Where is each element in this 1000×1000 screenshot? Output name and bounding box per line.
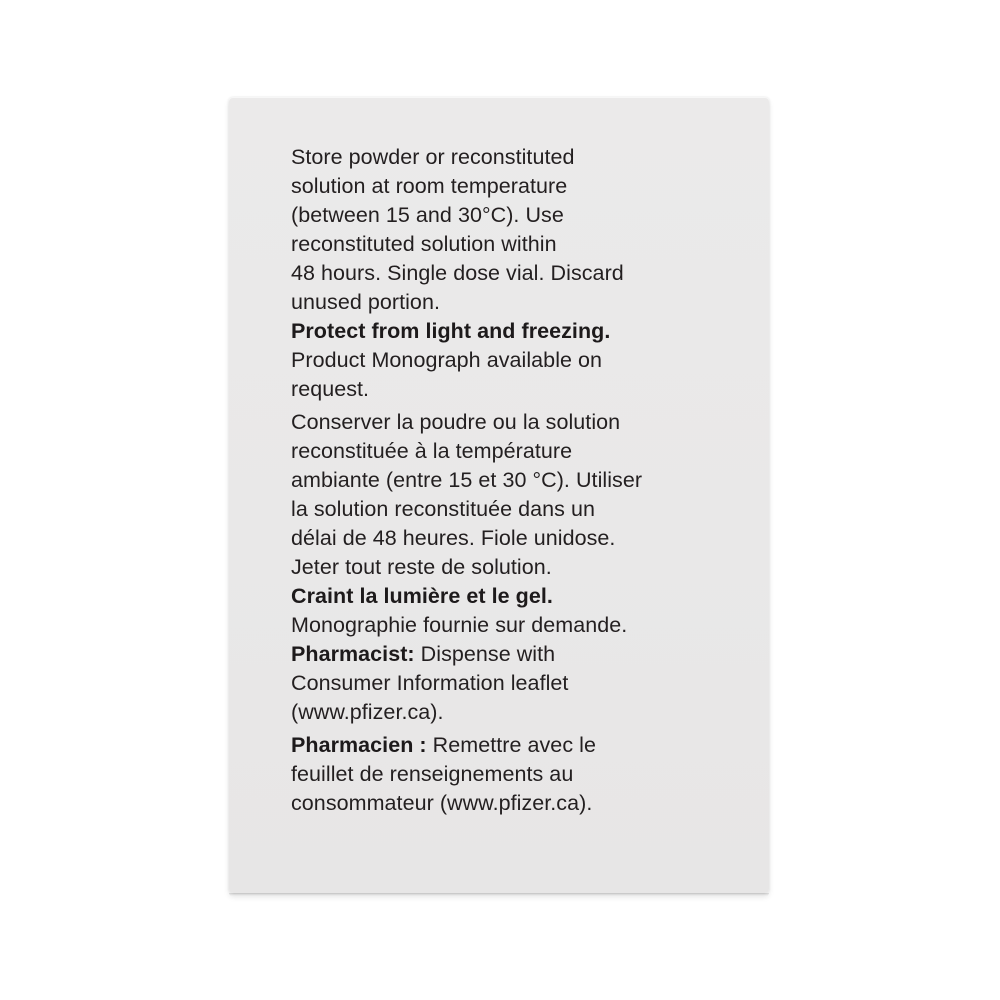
text-line: reconstituée à la température bbox=[291, 439, 573, 463]
text-line: délai de 48 heures. Fiole unidose. bbox=[291, 526, 616, 550]
text-line: solution at room temperature bbox=[291, 174, 568, 198]
text-line: consommateur (www.pfizer.ca). bbox=[291, 791, 593, 815]
text-line bbox=[291, 640, 751, 669]
text-line: ambiante (entre 15 et 30 °C). Utiliser bbox=[291, 468, 643, 492]
text-line: Jeter tout reste de solution. bbox=[291, 555, 552, 579]
text-line: request. bbox=[291, 377, 370, 401]
text-line bbox=[291, 731, 751, 760]
text-line: la solution reconstituée dans un bbox=[291, 497, 595, 521]
english-protect-warning bbox=[291, 317, 751, 346]
text-line: Consumer Information leaflet bbox=[291, 671, 569, 695]
text-line: unused portion. bbox=[291, 290, 440, 314]
carton-side-panel bbox=[229, 97, 769, 893]
text-line: (between 15 and 30°C). Use bbox=[291, 203, 564, 227]
pharmacien-label: Pharmacien : bbox=[291, 733, 427, 757]
text-line: Store powder or reconstituted bbox=[291, 145, 575, 169]
french-storage-instructions bbox=[291, 408, 751, 582]
text-line: Monographie fournie sur demande. bbox=[291, 613, 628, 637]
pharmacist-instruction-en bbox=[291, 640, 751, 727]
pharmacist-instruction-fr bbox=[291, 731, 751, 818]
pharmacist-text: Dispense with bbox=[414, 642, 556, 666]
text-line: reconstituted solution within bbox=[291, 232, 557, 256]
text-line: (www.pfizer.ca). bbox=[291, 700, 444, 724]
text-line: Conserver la poudre ou la solution bbox=[291, 410, 621, 434]
french-protect-warning bbox=[291, 582, 751, 611]
pharmacien-text: Remettre avec le bbox=[426, 733, 596, 757]
text-line: 48 hours. Single dose vial. Discard bbox=[291, 261, 624, 285]
english-monograph-note bbox=[291, 346, 751, 404]
french-monograph-note bbox=[291, 611, 751, 640]
english-storage-instructions bbox=[291, 143, 751, 317]
pharmacist-label: Pharmacist: bbox=[291, 642, 415, 666]
label-text-block bbox=[291, 143, 751, 818]
text-line: Craint la lumière et le gel. bbox=[291, 584, 553, 608]
text-line: Protect from light and freezing. bbox=[291, 319, 611, 343]
text-line: feuillet de renseignements au bbox=[291, 762, 574, 786]
text-line: Product Monograph available on bbox=[291, 348, 603, 372]
